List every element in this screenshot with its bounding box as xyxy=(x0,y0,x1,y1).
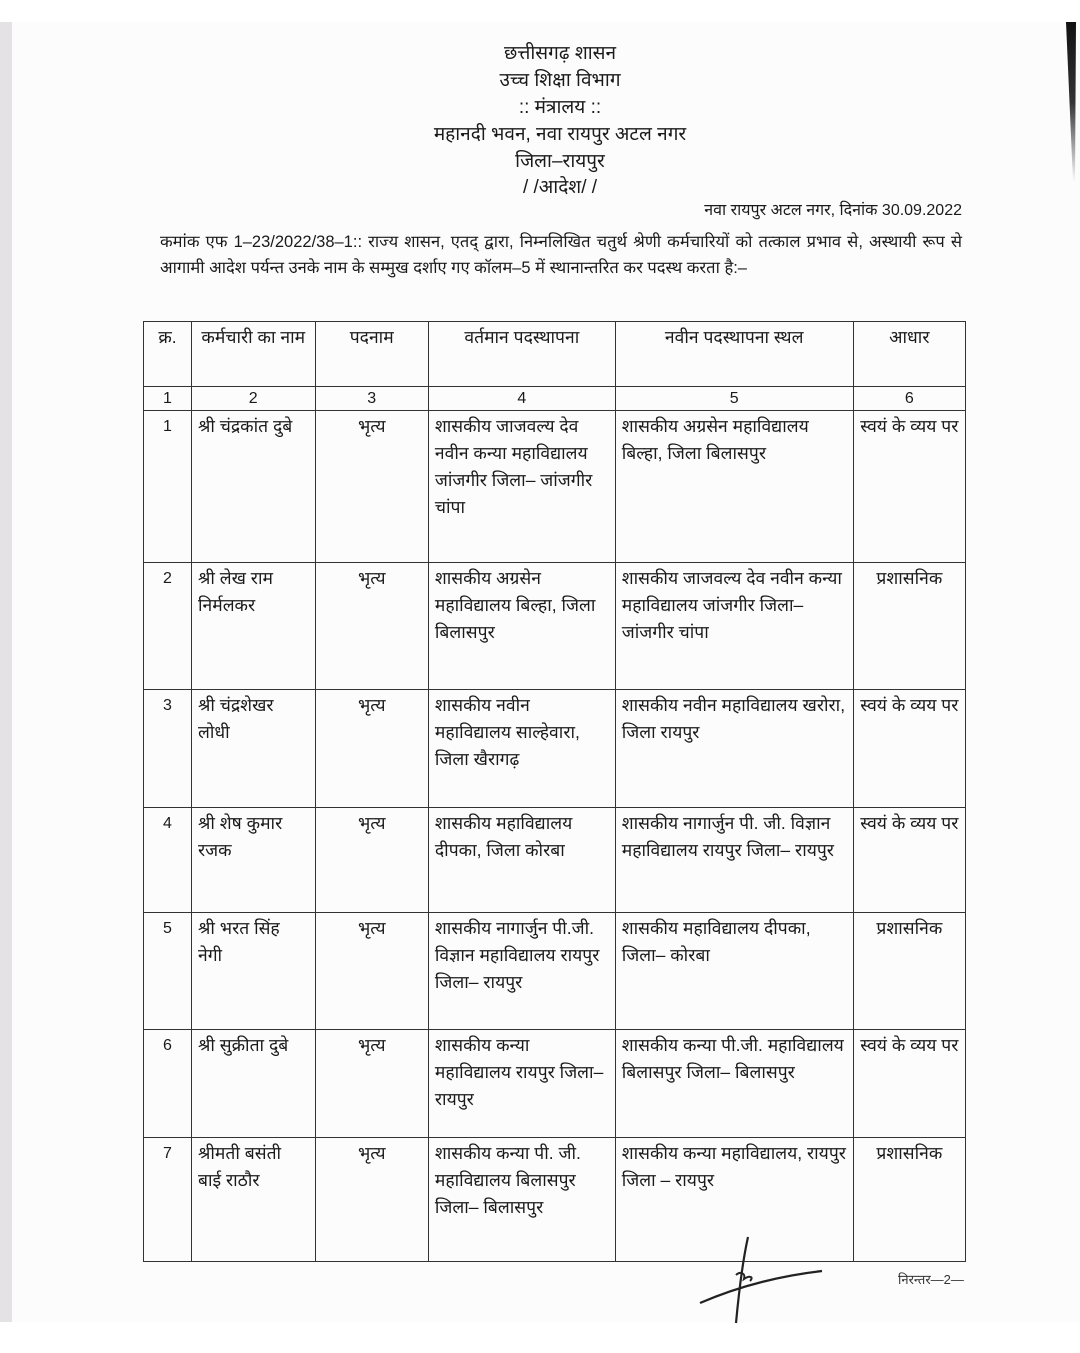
column-number: 3 xyxy=(315,387,428,411)
cell-current-posting: शासकीय कन्या पी. जी. महाविद्यालय बिलासपुर जिला– बिलासपुर xyxy=(428,1138,615,1262)
table-row xyxy=(144,1030,966,1138)
cell-designation: भृत्य xyxy=(315,411,428,563)
cell-basis: प्रशासनिक xyxy=(853,563,965,690)
column-number: 5 xyxy=(615,387,853,411)
cell-current-posting: शासकीय जाजवल्य देव नवीन कन्या महाविद्यालय जांजगीर जिला– जांजगीर चांपा xyxy=(428,411,615,563)
cell-employee-name: श्री चंद्रकांत दुबे xyxy=(191,411,315,563)
cell-basis: प्रशासनिक xyxy=(853,1138,965,1262)
header-designation: पदनाम xyxy=(315,322,428,387)
signature-mark xyxy=(690,1235,830,1325)
order-title: / /आदेश/ / xyxy=(522,177,598,198)
table-row xyxy=(144,563,966,690)
cell-designation: भृत्य xyxy=(315,563,428,690)
cell-basis: प्रशासनिक xyxy=(853,913,965,1030)
cell-designation: भृत्य xyxy=(315,1030,428,1138)
column-number: 6 xyxy=(853,387,965,411)
govt-name: छत्तीसगढ़ शासन xyxy=(503,43,617,64)
cell-employee-name: श्री लेख राम निर्मलकर xyxy=(191,563,315,690)
cell-sno: 2 xyxy=(144,563,192,690)
cell-basis: स्वयं के व्यय पर xyxy=(853,808,965,913)
department-name: उच्च शिक्षा विभाग xyxy=(499,70,621,91)
cell-new-posting: शासकीय अग्रसेन महाविद्यालय बिल्हा, जिला बिलासपुर xyxy=(615,411,853,563)
cell-new-posting: शासकीय नवीन महाविद्यालय खरोरा, जिला रायपुर xyxy=(615,690,853,808)
header-new-posting: नवीन पदस्थापना स्थल xyxy=(615,322,853,387)
table-row xyxy=(144,1138,966,1262)
cell-designation: भृत्य xyxy=(315,1138,428,1262)
cell-employee-name: श्री भरत सिंह नेगी xyxy=(191,913,315,1030)
header-sno: क्र. xyxy=(144,322,192,387)
cell-designation: भृत्य xyxy=(315,808,428,913)
cell-new-posting: शासकीय कन्या पी.जी. महाविद्यालय बिलासपुर जिला– बिलासपुर xyxy=(615,1030,853,1138)
table-row xyxy=(144,808,966,913)
cell-sno: 7 xyxy=(144,1138,192,1262)
cell-new-posting: शासकीय जाजवल्य देव नवीन कन्या महाविद्यालय जांजगीर जिला– जांजगीर चांपा xyxy=(615,563,853,690)
cell-current-posting: शासकीय महाविद्यालय दीपका, जिला कोरबा xyxy=(428,808,615,913)
order-paragraph: कमांक एफ 1–23/2022/38–1:: राज्य शासन, एतद् द्वारा, निम्नलिखित चतुर्थ श्रेणी कर्मचारियों को तत्काल प्रभाव से, अस्थायी रूप से आगामी आदेश पर्यन्त उनके नाम के सम्मुख दर्शाए गए कॉलम–5 में स्थानान्तरित कर पदस्थ करता है:– xyxy=(160,233,962,277)
cell-sno: 5 xyxy=(144,913,192,1030)
column-number: 2 xyxy=(191,387,315,411)
cell-new-posting: शासकीय महाविद्यालय दीपका, जिला– कोरबा xyxy=(615,913,853,1030)
table-row xyxy=(144,411,966,563)
cell-basis: स्वयं के व्यय पर xyxy=(853,411,965,563)
cell-current-posting: शासकीय अग्रसेन महाविद्यालय बिल्हा, जिला बिलासपुर xyxy=(428,563,615,690)
column-number: 1 xyxy=(144,387,192,411)
cell-basis: स्वयं के व्यय पर xyxy=(853,690,965,808)
cell-designation: भृत्य xyxy=(315,690,428,808)
district-label: जिला–रायपुर xyxy=(515,151,605,172)
office-address: महानदी भवन, नवा रायपुर अटल नगर xyxy=(433,124,687,145)
cell-basis: स्वयं के व्यय पर xyxy=(853,1030,965,1138)
cell-current-posting: शासकीय नवीन महाविद्यालय साल्हेवारा, जिला खैरागढ़ xyxy=(428,690,615,808)
continued-page-marker: निरन्तर—2— xyxy=(898,1272,964,1287)
header-current-posting: वर्तमान पदस्थापना xyxy=(428,322,615,387)
cell-sno: 4 xyxy=(144,808,192,913)
cell-employee-name: श्री चंद्रशेखर लोधी xyxy=(191,690,315,808)
header-employee-name: कर्मचारी का नाम xyxy=(191,322,315,387)
table-row xyxy=(144,913,966,1030)
cell-employee-name: श्रीमती बसंती बाई राठौर xyxy=(191,1138,315,1262)
place-date-line: नवा रायपुर अटल नगर, दिनांक 30.09.2022 xyxy=(704,202,962,219)
transfer-table xyxy=(143,321,966,1262)
cell-new-posting: शासकीय कन्या महाविद्यालय, रायपुर जिला – रायपुर xyxy=(615,1138,853,1262)
column-number: 4 xyxy=(428,387,615,411)
cell-sno: 3 xyxy=(144,690,192,808)
scan-left-edge xyxy=(0,22,12,1322)
cell-employee-name: श्री शेष कुमार रजक xyxy=(191,808,315,913)
cell-sno: 1 xyxy=(144,411,192,563)
cell-current-posting: शासकीय नागार्जुन पी.जी. विज्ञान महाविद्यालय रायपुर जिला– रायपुर xyxy=(428,913,615,1030)
table-row xyxy=(144,690,966,808)
cell-sno: 6 xyxy=(144,1030,192,1138)
ministry-label: :: मंत्रालय :: xyxy=(518,97,602,118)
cell-designation: भृत्य xyxy=(315,913,428,1030)
cell-employee-name: श्री सुक्रीता दुबे xyxy=(191,1030,315,1138)
header-basis: आधार xyxy=(853,322,965,387)
table-header-row xyxy=(144,322,966,387)
cell-current-posting: शासकीय कन्या महाविद्यालय रायपुर जिला– रायपुर xyxy=(428,1030,615,1138)
cell-new-posting: शासकीय नागार्जुन पी. जी. विज्ञान महाविद्यालय रायपुर जिला– रायपुर xyxy=(615,808,853,913)
column-number-row xyxy=(144,387,966,411)
